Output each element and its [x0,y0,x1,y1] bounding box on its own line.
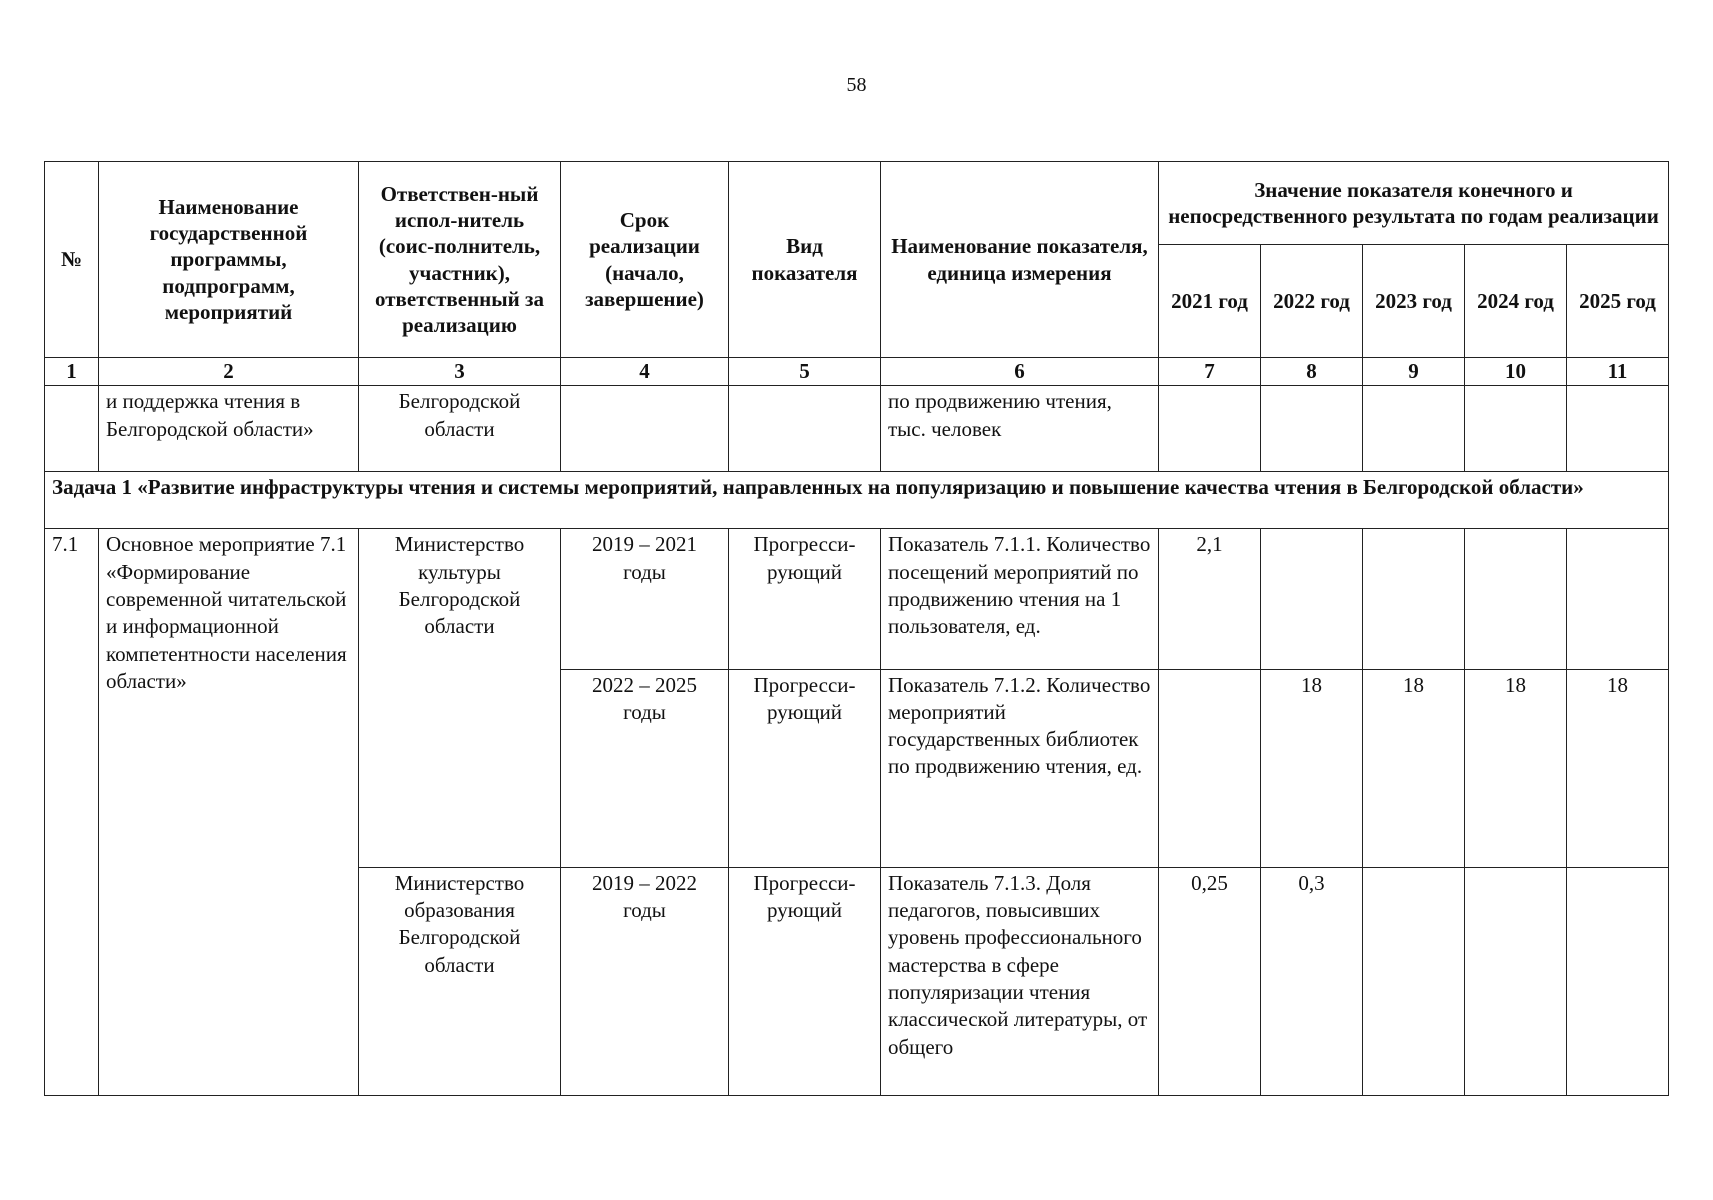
value-2023: 18 [1363,669,1465,867]
value-2023 [1363,867,1465,1095]
event-number: 7.1 [45,529,99,1096]
cont-indicator-cell: по продвижению чтения, тыс. человек [881,386,1159,472]
value-2021: 0,25 [1159,867,1261,1095]
header-year-2025: 2025 год [1567,245,1669,358]
header-program: Наименование государственной программы, подпрограмм, мероприятий [99,162,359,358]
header-kind: Вид показателя [729,162,881,358]
indicators-table [44,161,1669,1096]
value-2021: 2,1 [1159,529,1261,669]
executor-education: Министерство образования Белгородской области [359,867,561,1095]
kind-cell: Прогресси-рующий [729,529,881,669]
value-2022: 0,3 [1261,867,1363,1095]
cont-value-cell [1261,386,1363,472]
header-executor: Ответствен-ный испол-нитель (соис-полнитель, участник), ответственный за реализацию [359,162,561,358]
value-2024 [1465,529,1567,669]
kind-cell: Прогресси-рующий [729,669,881,867]
header-year-2022: 2022 год [1261,245,1363,358]
column-number: 9 [1363,358,1465,386]
value-2025 [1567,529,1669,669]
kind-cell: Прогресси-рующий [729,867,881,1095]
cont-value-cell [1159,386,1261,472]
column-number: 11 [1567,358,1669,386]
cont-executor-cell: Белгородской области [359,386,561,472]
term-cell: 2022 – 2025 годы [561,669,729,867]
value-2022: 18 [1261,669,1363,867]
term-cell: 2019 – 2022 годы [561,867,729,1095]
column-number: 5 [729,358,881,386]
page-number: 58 [846,74,867,96]
value-2025 [1567,867,1669,1095]
cont-value-cell [1567,386,1669,472]
task-title: Задача 1 «Развитие инфраструктуры чтения и системы мероприятий, направленных на популяризацию и повышение качества чтения в Белгородской области» [45,472,1669,529]
column-number: 7 [1159,358,1261,386]
event-program: Основное мероприятие 7.1 «Формирование современной читательской и информационной компетентности населения области» [99,529,359,1096]
cont-no-cell [45,386,99,472]
value-2024: 18 [1465,669,1567,867]
cont-term-cell [561,386,729,472]
cont-kind-cell [729,386,881,472]
value-2022 [1261,529,1363,669]
header-values-group: Значение показателя конечного и непосредственного результата по годам реализации [1159,162,1669,245]
header-year-2024: 2024 год [1465,245,1567,358]
column-number: 10 [1465,358,1567,386]
column-numbers-row [45,358,1669,386]
indicator-cell: Показатель 7.1.3. Доля педагогов, повысивших уровень профессионального мастерства в сфере популяризации чтения классической литературы, от общего [881,867,1159,1095]
value-2025: 18 [1567,669,1669,867]
header-year-2023: 2023 год [1363,245,1465,358]
cont-value-cell [1465,386,1567,472]
executor-culture: Министерство культуры Белгородской области [359,529,561,867]
cont-value-cell [1363,386,1465,472]
value-2024 [1465,867,1567,1095]
value-2021 [1159,669,1261,867]
column-number: 1 [45,358,99,386]
value-2023 [1363,529,1465,669]
column-number: 3 [359,358,561,386]
header-year-2021: 2021 год [1159,245,1261,358]
task-row [45,472,1669,529]
column-number: 8 [1261,358,1363,386]
header-term: Срок реализации (начало, завершение) [561,162,729,358]
term-cell: 2019 – 2021 годы [561,529,729,669]
cont-program-cell: и поддержка чтения в Белгородской области» [99,386,359,472]
continuation-row [45,386,1669,472]
column-number: 2 [99,358,359,386]
column-number: 4 [561,358,729,386]
column-number: 6 [881,358,1159,386]
header-no: № [45,162,99,358]
header-indicator: Наименование показателя, единица измерения [881,162,1159,358]
indicator-cell: Показатель 7.1.2. Количество мероприятий государственных библиотек по продвижению чтения, ед. [881,669,1159,867]
indicator-row-7-1-1 [45,529,1669,669]
indicator-cell: Показатель 7.1.1. Количество посещений мероприятий по продвижению чтения на 1 пользователя, ед. [881,529,1159,669]
